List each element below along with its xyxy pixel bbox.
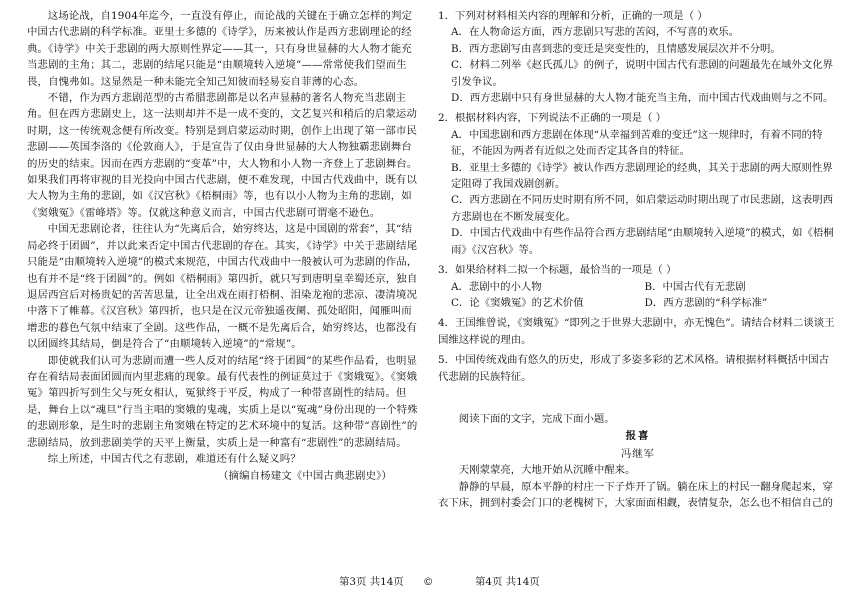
question-stem: 5．中国传统戏曲有悠久的历史，形成了多姿多彩的艺术风格。请根据材料概括中国古代悲剧的民族特征。 [438, 354, 830, 383]
option-a: A．悲剧中的小人物 [451, 280, 542, 293]
option-b: B．中国古代有无悲剧 [644, 280, 746, 293]
page-number-right: 第4页 共14页 [475, 576, 540, 588]
article-paragraph-1: 这场论战，自1904年迄今，一直没有停止，而论战的关键在于确立怎样的判定中国古代悲剧的科学标准。亚里士多德的《诗学》，历来被认作是西方悲剧理论的经典。《诗学》中关于悲剧的两大原则性界定——其一，只有身世显赫的大人物才能充当悲剧的主角；其二，悲剧的结尾只能是“由顺境转入逆境”——常常使我们望而生畏，自愧弗如。这显然是一种未能完全知己知彼而轻易妄自菲薄的心态。 [27, 10, 413, 88]
option-d: D．西方悲剧中只有身世显赫的大人物才能充当主角，而中国古代戏曲则与之不同。 [451, 92, 834, 105]
question-1 [438, 8, 838, 106]
question-5 [438, 352, 838, 385]
article-source: （摘编自杨建文《中国古典悲剧史》） [218, 470, 392, 483]
question-4 [438, 315, 838, 348]
article-paragraph-3: 中国无悲剧论者，往往认为“先离后合，始穷终达，这是中国剧的常套”，其“结局必终于团圆”，并以此来否定中国古代悲剧的存在。其实，《诗学》中关于悲剧结尾只能是“由顺境转入逆境”的模式来规范，中国古代戏曲中一般被认可为悲剧的作品，也有并不是“终于团圆”的。例如《梧桐雨》第四折，就只写到唐明皇幸蜀还京，独自退居西宫后对杨贵妃的苦苦思量，让全出戏在雨打梧桐、泪染龙袍的悲凉、凄清境况中落下了帷幕。《汉宫秋》第四折，也只是在汉元帝独遥夜阑、孤处昭阳，闻雁叫而增悲的暮色气氛中结束了全剧。这些作品，一概不是先离后合，始穷终达，也都没有以团圆终其结局，倒是符合了“由顺境转入逆境”的“常规”。 [27, 223, 418, 351]
option-b: B．亚里士多德的《诗学》被认作西方悲剧理论的经典，其关于悲剧的两大原则性界定阻碍了我国戏剧创新。 [451, 161, 833, 191]
option-row [438, 279, 838, 295]
option-c: C．西方悲剧在不同历史时期有所不同，如启蒙运动时期出现了市民悲剧，这表明西方悲剧也在不断发展变化。 [451, 194, 834, 223]
option-a: A．中国悲剧和西方悲剧在体现“从幸福到苦难的变迁”这一规律时，有着不同的特征，不能因为两者有近似之处而否定其各自的特征。 [451, 128, 823, 158]
option-d: D．西方悲剧的“科学标准” [644, 296, 768, 309]
story-title: 报喜 [625, 430, 651, 443]
left-column [27, 8, 420, 485]
option-c: C．论《窦娥冤》的艺术价值 [451, 296, 584, 309]
question-3 [438, 262, 838, 311]
option-row [438, 295, 838, 311]
question-stem: 2．根据材料内容，下列说法不正确的一项是（ ） [438, 112, 667, 125]
story-paragraph-1: 天刚蒙蒙亮，大地开始从沉睡中醒来。 [458, 464, 636, 477]
story-author: 冯继军 [620, 447, 656, 460]
option-c: C．材料二列举《赵氏孤儿》的例子，说明中国古代有悲剧的问题最先在域外文化界引发争议。 [451, 59, 834, 88]
option-b: B．西方悲剧写由喜到悲的变迁是突变性的，且情感发展层次并不分明。 [451, 42, 781, 55]
question-2 [438, 110, 838, 258]
option-d: D．中国古代戏曲中有些作品符合西方悲剧结尾“由顺境转入逆境”的模式，如《梧桐雨》《汉宫秋》等。 [451, 227, 834, 256]
question-stem: 4．王国维曾说，《窦娥冤》“即列之于世界大悲剧中，亦无愧色”。请结合材料二谈谈王国维这样说的理由。 [438, 317, 835, 346]
reading-intro: 阅读下面的文字，完成下面小题。 [458, 412, 615, 425]
section-spacer [438, 389, 838, 411]
story-paragraph-2: 静静的早晨，原本平静的村庄一下子炸开了锅。躺在床上的村民一翻身爬起来，穿衣下床，拥到村委会门口的老槐树下，大家面面相觑，表情复杂，怎么也不相信自己的 [438, 480, 833, 509]
right-column [438, 8, 838, 511]
article-paragraph-4: 即使就我们认可为悲剧而遭一些人反对的结尾“终于团圆”的某些作品看，也明显存在着结局表面团圆而内里悲痛的现象。最有代表性的例证莫过于《窦娥冤》。《窦娥冤》第四折写到生父与死女相认，冤狱终于平反，构成了一种带喜剧性的结局。但是，舞台上以“魂旦”行当主唱的窦娥的鬼魂，实质上是以“冤魂”身份出现的一个特殊的悲剧形象，是生时的悲剧主角窦娥在特定的艺术环境中的复活。这种带“喜剧性”的悲剧结局，放到悲剧美学的天平上衡量，实质上是一种富有“悲剧性”的悲剧结局。 [27, 354, 418, 449]
page-number-left: 第3页 共14页 [339, 576, 404, 588]
question-stem: 1．下列对材料相关内容的理解和分析，正确的一项是（ ） [438, 10, 708, 22]
question-stem: 3．如果给材料二拟一个标题，最恰当的一项是（ ） [438, 264, 677, 277]
article-paragraph-5: 综上所述，中国古代之有悲剧，难道还有什么疑义吗？ [47, 452, 301, 465]
copyright-symbol: © [423, 576, 434, 588]
page-footer [0, 574, 860, 594]
option-a: A．在人物命运方面，西方悲剧只写悲的苦闷，不写喜的欢乐。 [451, 26, 740, 39]
article-paragraph-2: 不错，作为西方悲剧范型的古希腊悲剧都是以名声显赫的著名人物充当悲剧主角。但在西方悲剧史上，这一法则却并不是一成不变的，文艺复兴和稍后的启蒙运动时期，这一传统观念便有所改变。特别是到启蒙运动时期，创作上出现了第一部市民悲剧——英国李洛的《伦敦商人》，于是宣告了仅由身世显赫的大人物独霸悲剧舞台的历史的结束。因而在西方悲剧的“变革”中，大人物和小人物一齐登上了悲剧舞台。如果我们再将审视的目光投向中国古代悲剧，便不难发现，中国古代戏曲中，既有以大人物为主角的悲剧，如《汉宫秋》《梧桐雨》等，也有以小人物为主角的悲剧，如《窦娥冤》《雷峰塔》等。仅就这种意义而言，中国古代悲剧可谓毫不逊色。 [27, 92, 418, 219]
